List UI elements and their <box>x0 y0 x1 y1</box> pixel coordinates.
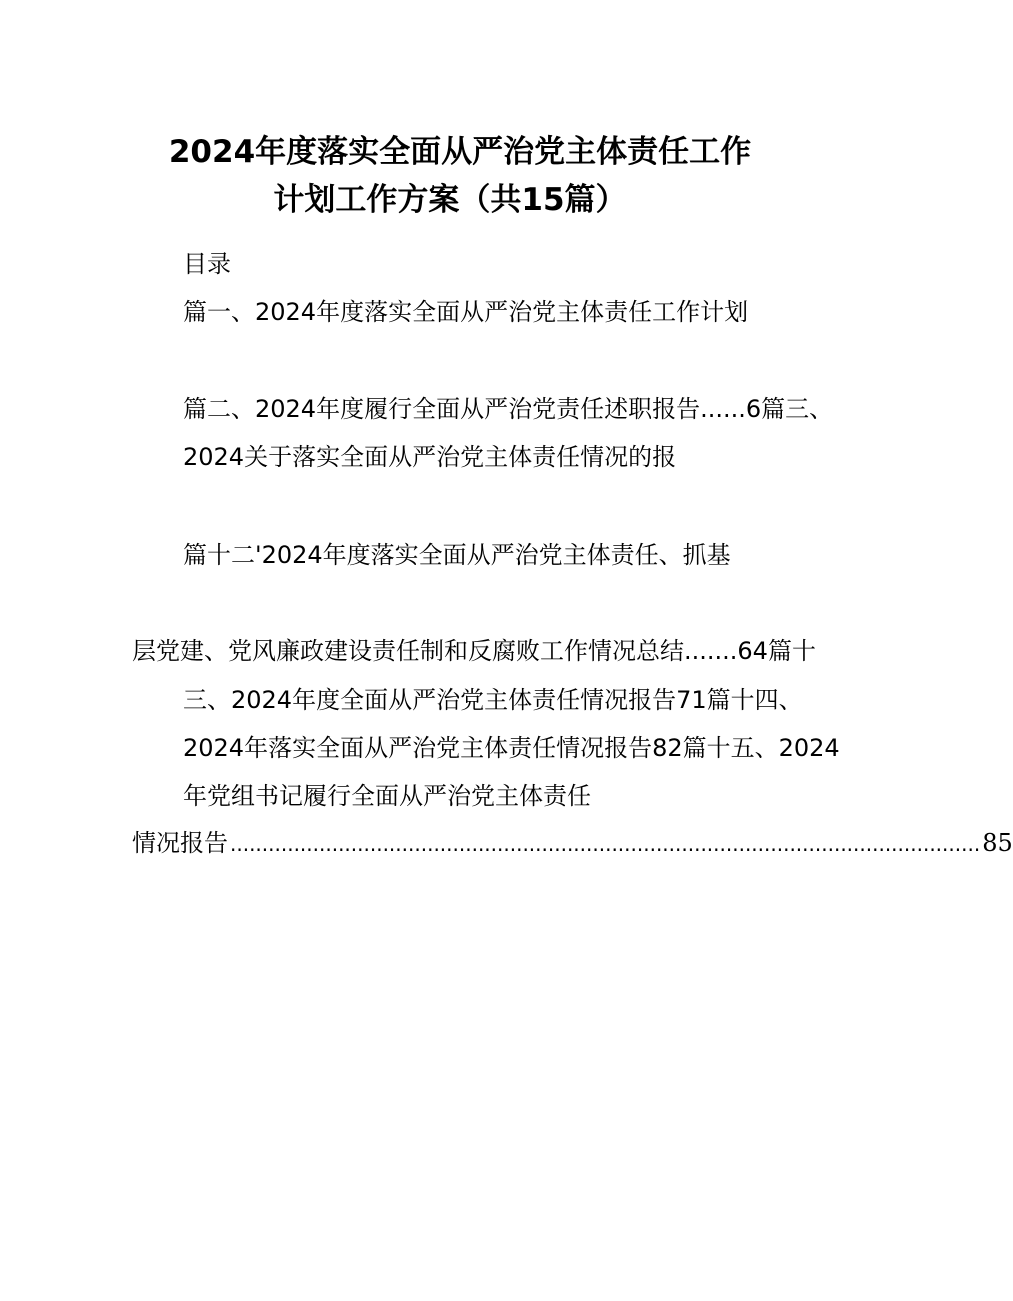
toc-line: 2024关于落实全面从严治党主体责任情况的报 <box>183 443 677 471</box>
document-title-line-1: 2024年度落实全面从严治党主体责任工作 <box>168 134 752 170</box>
toc-heading: 目录 <box>183 250 231 278</box>
toc-page-number: 85 <box>982 829 1013 857</box>
toc-leader-dots: ...................................................................................................................... <box>230 832 981 856</box>
toc-last-line-text: 情况报告 <box>132 829 228 857</box>
toc-last-line <box>132 828 1013 859</box>
toc-line: 篇十二'2024年度落实全面从严治党主体责任、抓基 <box>183 541 731 569</box>
toc-line: 层党建、党风廉政建设责任制和反腐败工作情况总结.......64篇十 <box>132 637 816 665</box>
toc-line: 年党组书记履行全面从严治党主体责任 <box>183 782 591 810</box>
document-title-line-2: 计划工作方案（共15篇） <box>273 182 627 218</box>
toc-line: 三、2024年度全面从严治党主体责任情况报告71篇十四、 <box>183 686 803 714</box>
toc-line: 篇二、2024年度履行全面从严治党责任述职报告......6篇三、 <box>183 395 834 423</box>
toc-line: 篇一、2024年度落实全面从严治党主体责任工作计划 <box>183 298 749 326</box>
toc-line: 2024年落实全面从严治党主体责任情况报告82篇十五、2024 <box>183 734 840 762</box>
